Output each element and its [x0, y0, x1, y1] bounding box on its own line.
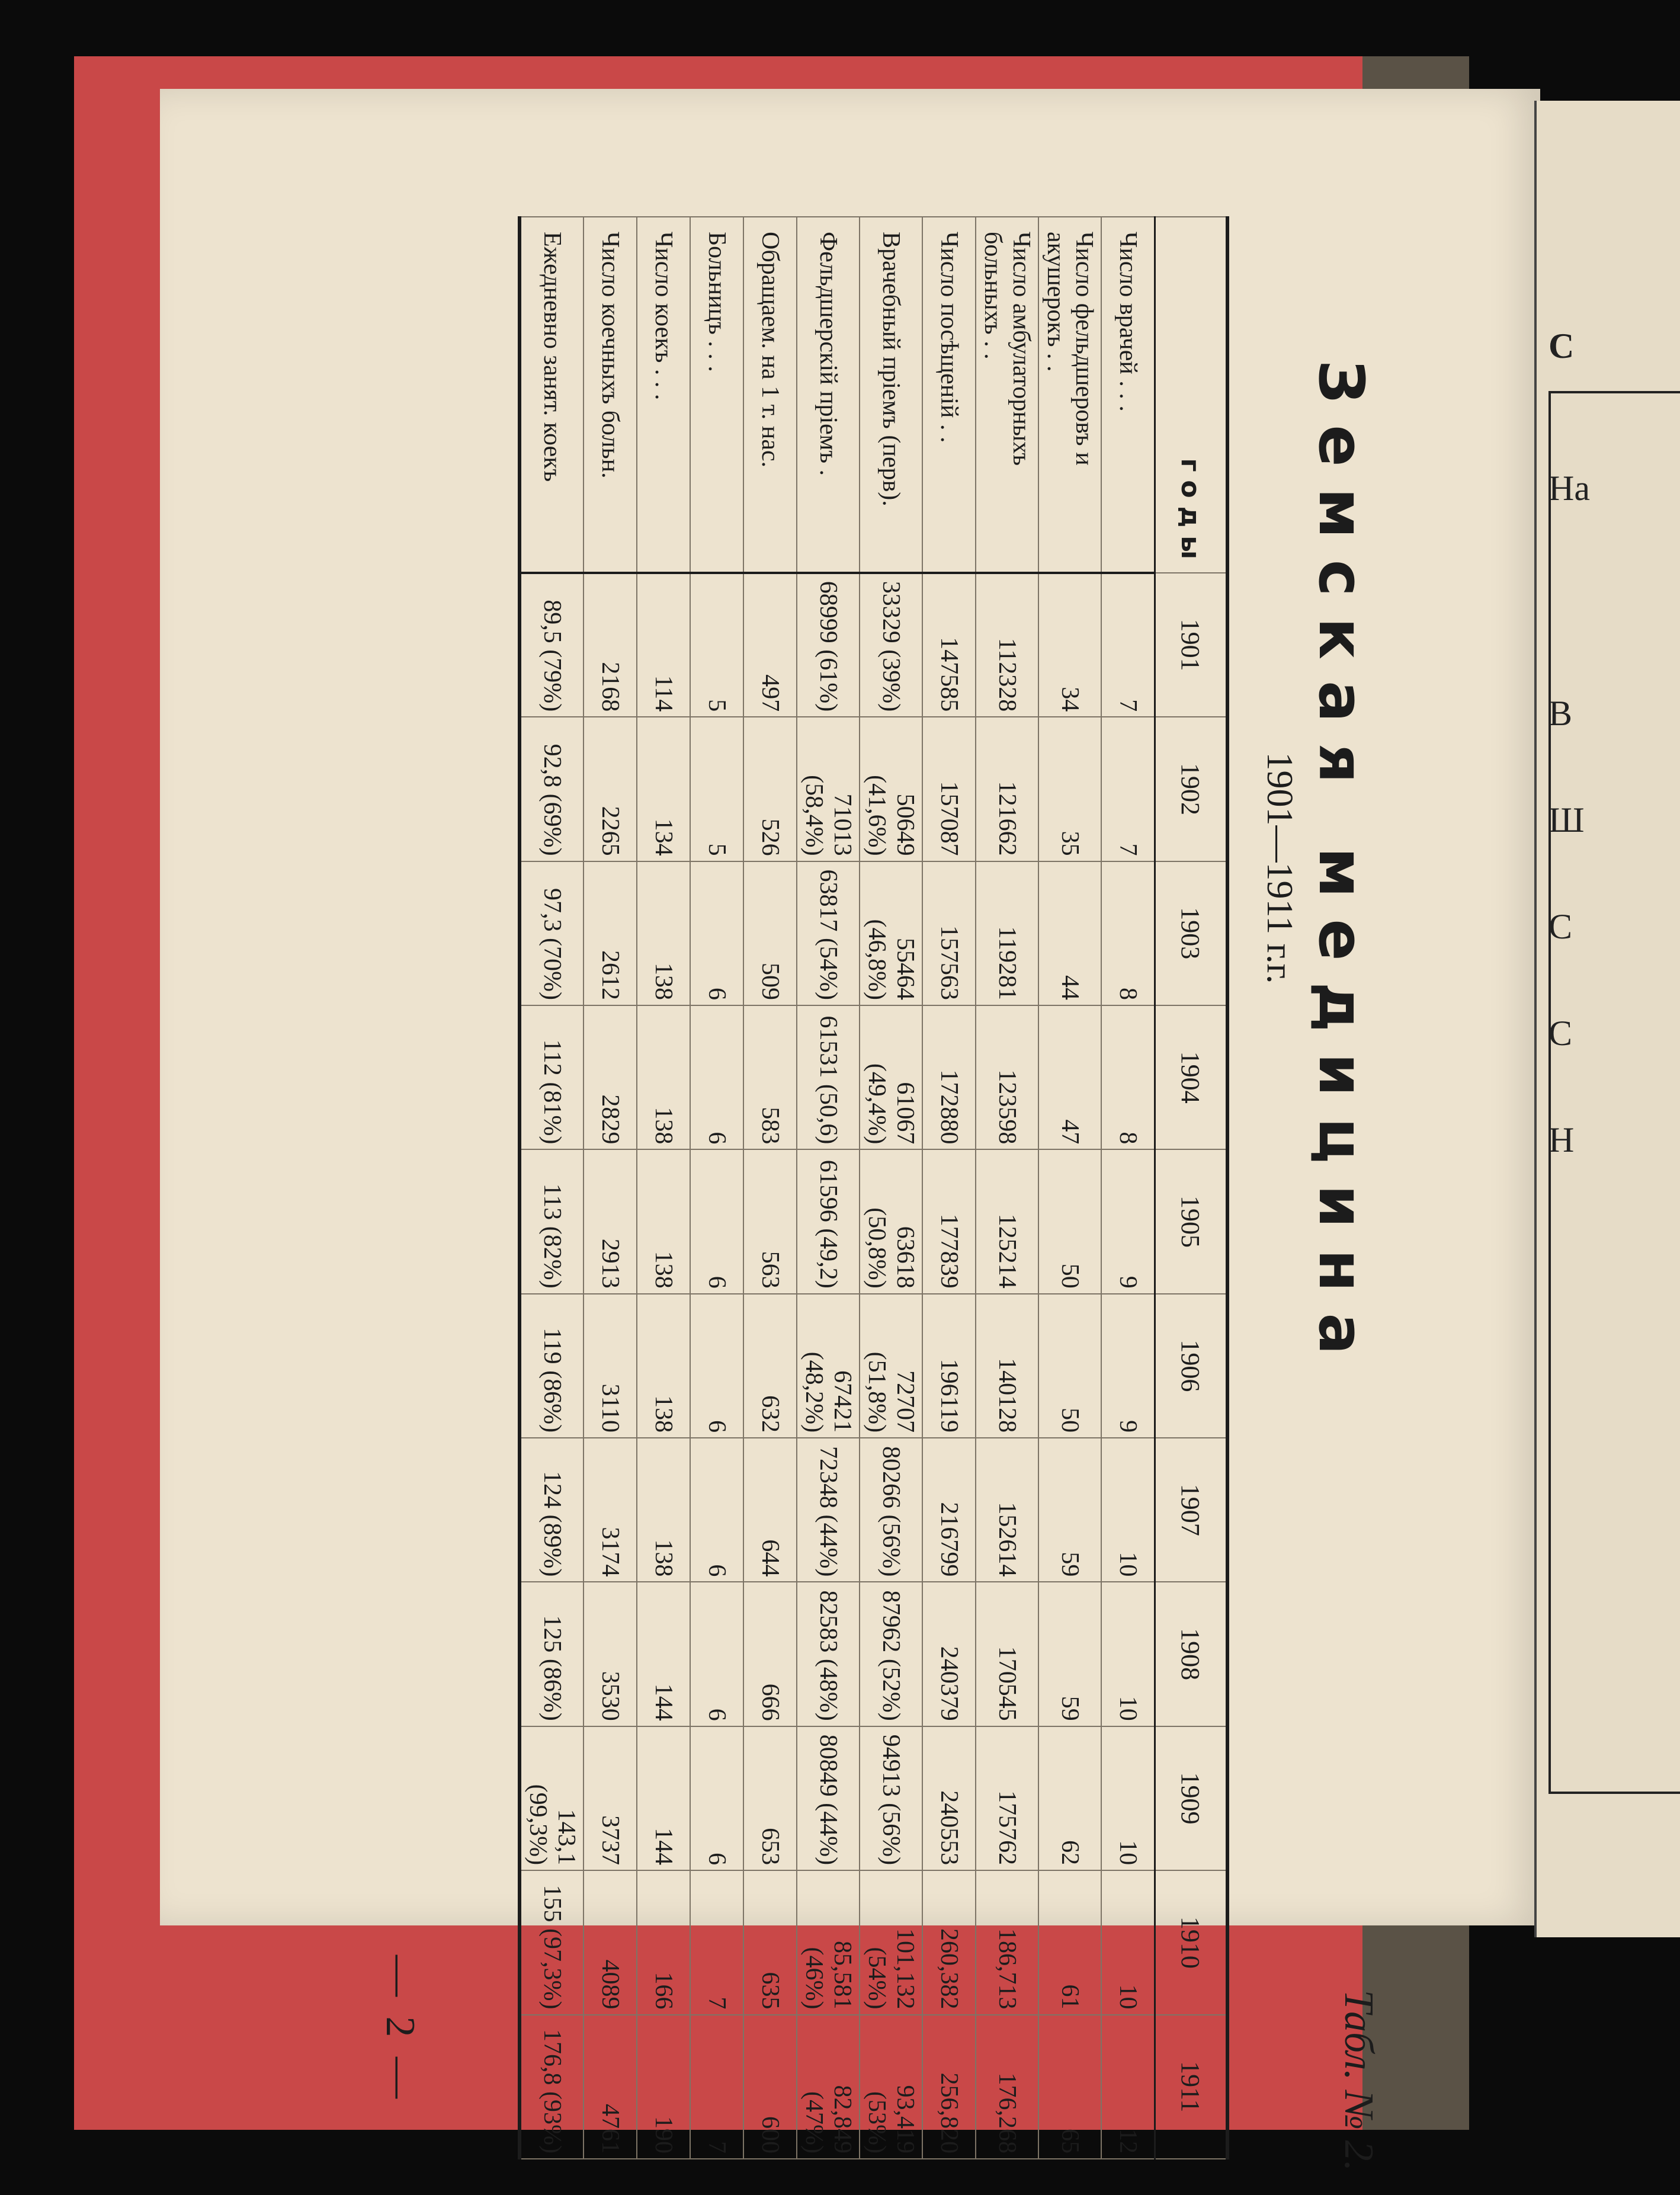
table-cell: 10: [1101, 1870, 1155, 2014]
table-cell: 125 (86%): [520, 1582, 583, 1726]
table-row: [520, 217, 583, 2159]
table-cell: 526: [743, 717, 797, 861]
table-cell: 152614: [976, 1438, 1038, 1582]
year-header: 1901: [1155, 573, 1228, 717]
table-cell: 47: [1038, 1005, 1101, 1149]
table-cell: 6: [690, 1294, 743, 1438]
table-cell: 7: [690, 1870, 743, 2014]
table-cell: 8: [1101, 861, 1155, 1005]
year-header: 1902: [1155, 717, 1228, 861]
table-cell: 600: [743, 2015, 797, 2159]
year-header: 1910: [1155, 1870, 1228, 2014]
next-page-header-fragment: На: [1548, 469, 1590, 508]
table-cell: 138: [637, 1149, 690, 1293]
rotated-page-content: [181, 216, 1389, 2195]
table-cell: 59: [1038, 1438, 1101, 1582]
table-body: [520, 217, 1155, 2159]
table-cell: 89,5 (79%): [520, 573, 583, 717]
table-cell: 155 (97,3%): [520, 1870, 583, 2014]
table-cell: 123598: [976, 1005, 1038, 1149]
table-cell: 3110: [583, 1294, 637, 1438]
table-cell: 5: [690, 717, 743, 861]
year-header: 1905: [1155, 1149, 1228, 1293]
table-cell: 2168: [583, 573, 637, 717]
table-cell: 119281: [976, 861, 1038, 1005]
table-cell: 101,132 (54%): [860, 1870, 922, 2014]
table-row: [690, 217, 743, 2159]
table-cell: 67421 (48,2%): [797, 1294, 860, 1438]
table-cell: 497: [743, 573, 797, 717]
table-cell: 63817 (54%): [797, 861, 860, 1005]
table-cell: 94913 (56%): [860, 1726, 922, 1870]
table-cell: 157087: [922, 717, 976, 861]
table-cell: 124 (89%): [520, 1438, 583, 1582]
table-cell: 71013 (58,4%): [797, 717, 860, 861]
table-cell: 61: [1038, 1870, 1101, 2014]
row-label: Число амбулаторныхъ больныхъ . .: [976, 217, 1038, 573]
row-label: Число коекъ . . .: [637, 217, 690, 573]
year-header: 1907: [1155, 1438, 1228, 1582]
year-header: 1904: [1155, 1005, 1228, 1149]
table-cell: 65: [1038, 2015, 1101, 2159]
table-cell: 3737: [583, 1726, 637, 1870]
table-cell: 35: [1038, 717, 1101, 861]
table-row: [583, 217, 637, 2159]
table-cell: 72348 (44%): [797, 1438, 860, 1582]
table-cell: 72707 (51,8%): [860, 1294, 922, 1438]
table-cell: 144: [637, 1726, 690, 1870]
table-cell: 113 (82%): [520, 1149, 583, 1293]
table-cell: 55464 (46,8%): [860, 861, 922, 1005]
table-cell: 119 (86%): [520, 1294, 583, 1438]
table-cell: 166: [637, 1870, 690, 2014]
table-cell: 10: [1101, 1726, 1155, 1870]
table-cell: 9: [1101, 1149, 1155, 1293]
table-cell: 33329 (39%): [860, 573, 922, 717]
year-header: 1903: [1155, 861, 1228, 1005]
next-page-row-letter: Ш: [1548, 800, 1585, 839]
table-cell: 186,713: [976, 1870, 1038, 2014]
table-cell: 7: [1101, 573, 1155, 717]
year-header: 1908: [1155, 1582, 1228, 1726]
table-cell: 138: [637, 861, 690, 1005]
next-page-row-letter: Н: [1548, 1120, 1575, 1159]
table-cell: 635: [743, 1870, 797, 2014]
table-header-row: [1155, 217, 1228, 2159]
table-cell: 85,581 (46%): [797, 1870, 860, 2014]
table-cell: 583: [743, 1005, 797, 1149]
table-row: [743, 217, 797, 2159]
table-cell: 196119: [922, 1294, 976, 1438]
table-cell: 175762: [976, 1726, 1038, 1870]
table-cell: 50: [1038, 1294, 1101, 1438]
table-cell: 240379: [922, 1582, 976, 1726]
table-cell: 138: [637, 1294, 690, 1438]
table-cell: 4761: [583, 2015, 637, 2159]
next-page-top-letter: С: [1548, 326, 1575, 366]
table-row: [637, 217, 690, 2159]
table-cell: 157563: [922, 861, 976, 1005]
row-label: Число врачей . . .: [1101, 217, 1155, 573]
row-label: Ежедневно занят. коекъ: [520, 217, 583, 573]
table-cell: 80266 (56%): [860, 1438, 922, 1582]
table-row: [922, 217, 976, 2159]
table-cell: 2913: [583, 1149, 637, 1293]
table-cell: 61531 (50,6): [797, 1005, 860, 1149]
table-cell: 62: [1038, 1726, 1101, 1870]
table-cell: 6: [690, 1582, 743, 1726]
table-cell: 170545: [976, 1582, 1038, 1726]
year-header: 1909: [1155, 1726, 1228, 1870]
table-cell: 50: [1038, 1149, 1101, 1293]
table-cell: 92,8 (69%): [520, 717, 583, 861]
table-row: [797, 217, 860, 2159]
right-page-fragment: [1534, 101, 1680, 1937]
table-cell: 138: [637, 1005, 690, 1149]
table-cell: 176,8 (93%): [520, 2015, 583, 2159]
row-label: Число фельдшеровъ и акушерокъ . .: [1038, 217, 1101, 573]
table-row: [1038, 217, 1101, 2159]
table-cell: 50649 (41,6%): [860, 717, 922, 861]
table-cell: 2829: [583, 1005, 637, 1149]
page-subtitle: 1901—1911 г.г.: [1259, 752, 1300, 984]
table-cell: 9: [1101, 1294, 1155, 1438]
table-cell: 140128: [976, 1294, 1038, 1438]
table-cell: 125214: [976, 1149, 1038, 1293]
table-cell: 7: [690, 2015, 743, 2159]
year-header: 1906: [1155, 1294, 1228, 1438]
table-row: [1101, 217, 1155, 2159]
statistics-table: [518, 216, 1229, 2159]
table-cell: 143,1 (99,3%): [520, 1726, 583, 1870]
table-cell: 61067 (49,4%): [860, 1005, 922, 1149]
header-label: годы: [1155, 217, 1228, 573]
table-cell: 260,382: [922, 1870, 976, 2014]
table-cell: 112 (81%): [520, 1005, 583, 1149]
table-cell: 12: [1101, 2015, 1155, 2159]
row-label: Фельдшерскій пріемъ .: [797, 217, 860, 573]
table-cell: 5: [690, 573, 743, 717]
table-cell: 134: [637, 717, 690, 861]
table-cell: 2612: [583, 861, 637, 1005]
table-cell: 6: [690, 1726, 743, 1870]
table-row: [976, 217, 1038, 2159]
table-cell: 6: [690, 1438, 743, 1582]
table-cell: 61596 (49,2): [797, 1149, 860, 1293]
table-cell: 44: [1038, 861, 1101, 1005]
table-cell: 172880: [922, 1005, 976, 1149]
table-cell: 256,820: [922, 2015, 976, 2159]
table-cell: 240553: [922, 1726, 976, 1870]
next-page-row-letter: В: [1548, 694, 1573, 733]
table-cell: 6: [690, 1005, 743, 1149]
table-cell: 8: [1101, 1005, 1155, 1149]
table-cell: 176,268: [976, 2015, 1038, 2159]
table-cell: 3174: [583, 1438, 637, 1582]
table-cell: 509: [743, 861, 797, 1005]
table-cell: 59: [1038, 1582, 1101, 1726]
table-cell: 87962 (52%): [860, 1582, 922, 1726]
table-cell: 93,419 (53%): [860, 2015, 922, 2159]
page-title: Земская медицина: [1305, 360, 1377, 1376]
table-cell: 666: [743, 1582, 797, 1726]
table-cell: 138: [637, 1438, 690, 1582]
row-label: Больницъ . . .: [690, 217, 743, 573]
table-cell: 114: [637, 573, 690, 717]
next-page-row-letter: С: [1548, 1014, 1573, 1053]
table-cell: 121662: [976, 717, 1038, 861]
table-cell: 653: [743, 1726, 797, 1870]
table-cell: 3530: [583, 1582, 637, 1726]
table-cell: 6: [690, 1149, 743, 1293]
page-number: — 2 —: [377, 1955, 423, 2103]
table-cell: 177839: [922, 1149, 976, 1293]
table-cell: 10: [1101, 1438, 1155, 1582]
table-cell: 112328: [976, 573, 1038, 717]
table-cell: 80849 (44%): [797, 1726, 860, 1870]
table-cell: 144: [637, 1582, 690, 1726]
table-cell: 147585: [922, 573, 976, 717]
table-cell: 632: [743, 1294, 797, 1438]
table-cell: 34: [1038, 573, 1101, 717]
row-label: Обращаем. на 1 т. нас.: [743, 217, 797, 573]
table-cell: 2265: [583, 717, 637, 861]
table-cell: 216799: [922, 1438, 976, 1582]
table-cell: 68999 (61%): [797, 573, 860, 717]
next-page-table-frame: [1548, 391, 1680, 1794]
row-label: Число посѣщеній . .: [922, 217, 976, 573]
row-label: Число коечныхъ больн.: [583, 217, 637, 573]
table-cell: 6: [690, 861, 743, 1005]
table-cell: 82583 (48%): [797, 1582, 860, 1726]
table-cell: 190: [637, 2015, 690, 2159]
table-cell: 7: [1101, 717, 1155, 861]
table-number: Табл. № 2.: [1336, 1989, 1381, 2171]
year-header: 1911: [1155, 2015, 1228, 2159]
table-cell: 4089: [583, 1870, 637, 2014]
table-row: [860, 217, 922, 2159]
next-page-row-letter: С: [1548, 907, 1573, 946]
table-cell: 97,3 (70%): [520, 861, 583, 1005]
table-cell: 82,849 (47%): [797, 2015, 860, 2159]
table-cell: 563: [743, 1149, 797, 1293]
row-label: Врачебный пріемъ (перв).: [860, 217, 922, 573]
table-cell: 10: [1101, 1582, 1155, 1726]
table-cell: 63618 (50,8%): [860, 1149, 922, 1293]
table-cell: 644: [743, 1438, 797, 1582]
